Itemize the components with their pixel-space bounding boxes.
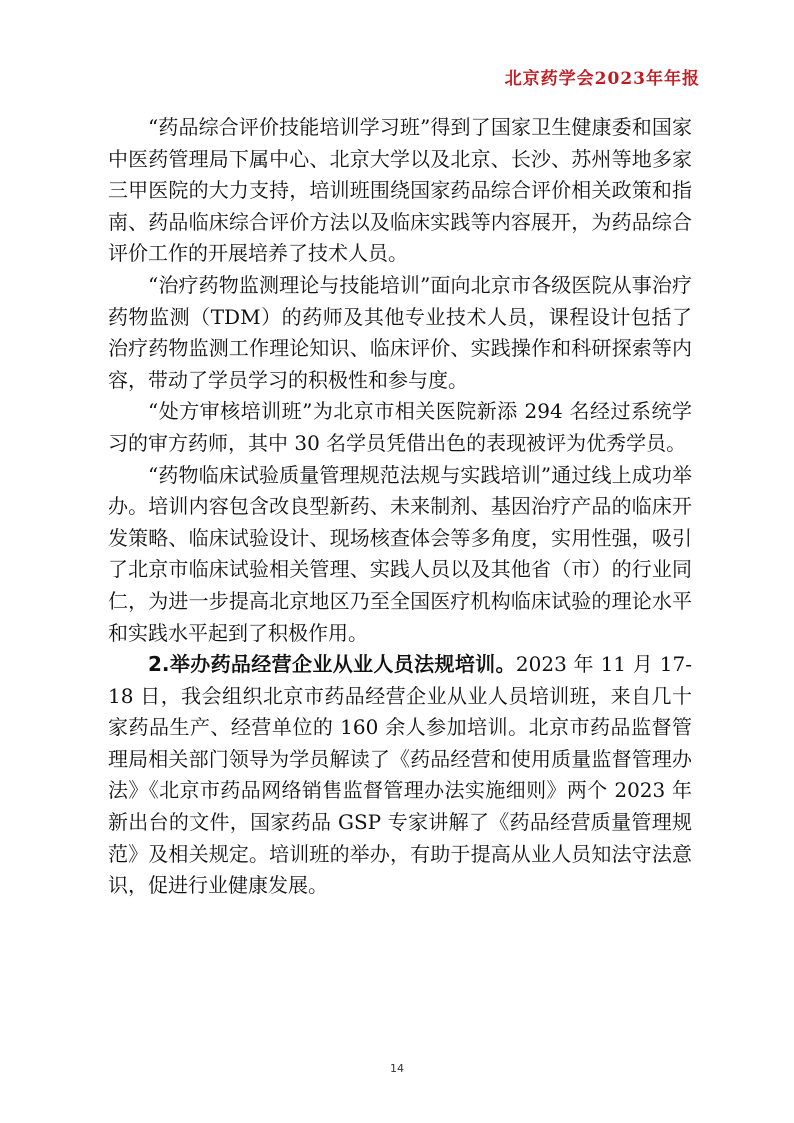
paragraph-clinical-trial-training [108, 460, 692, 650]
paragraph-tdm-training [108, 270, 692, 396]
paragraph-text: “处方审核培训班”为北京市相关医院新添 294 名经过系统学习的审方药师，其中 30 名学员凭借出色的表现被评为优秀学员。 [108, 399, 692, 455]
paragraph-text: “药物临床试验质量管理规范法规与实践培训”通过线上成功举办。培训内容包含改良型新药、未来制剂、基因治疗产品的临床开发策略、临床试验设计、现场核查体会等多角度，实用性强，吸引了北京市临床试验相关管理、实践人员以及其他省（市）的行业同仁，为进一步提高北京地区乃至全国医疗机构临床试验的理论水平和实践水平起到了积极作用。 [108, 462, 692, 645]
paragraph-text: “药品综合评价技能培训学习班”得到了国家卫生健康委和国家中医药管理局下属中心、北京大学以及北京、长沙、苏州等地多家三甲医院的大力支持，培训班围绕国家药品综合评价相关政策和指南、药品临床综合评价方法以及临床实践等内容展开，为药品综合评价工作的开展培养了技术人员。 [108, 115, 692, 266]
paragraph-prescription-review-training [108, 396, 692, 459]
paragraph-drug-distribution-training [108, 649, 692, 902]
paragraph-text: 2023 年 11 月 17-18 日，我会组织北京市药品经营企业从业人员培训班，来自几十家药品生产、经营单位的 160 余人参加培训。北京市药品监督管理局相关部门领导为学员解读了《药品经营和使用质量监督管理办法》《北京市药品网络销售监督管理办法实施细则》两个 2023 年新出台的文件，国家药品 GSP 专家讲解了《药品经营质量管理规范》及相关规定。培训班的举办，有助于提高从业人员知法守法意识，促进行业健康发展。 [108, 652, 693, 898]
report-header-title: 北京药学会2023年年报 [504, 69, 700, 89]
page-number: 14 [390, 1062, 404, 1075]
section-heading: 2.举办药品经营企业从业人员法规培训。 [148, 652, 516, 677]
paragraph-drug-evaluation-training [108, 112, 692, 270]
document-body [108, 112, 692, 902]
paragraph-text: “治疗药物监测理论与技能培训”面向北京市各级医院从事治疗药物监测（TDM）的药师及其他专业技术人员，课程设计包括了治疗药物监测工作理论知识、临床评价、实践操作和科研探索等内容，带动了学员学习的积极性和参与度。 [108, 272, 692, 392]
